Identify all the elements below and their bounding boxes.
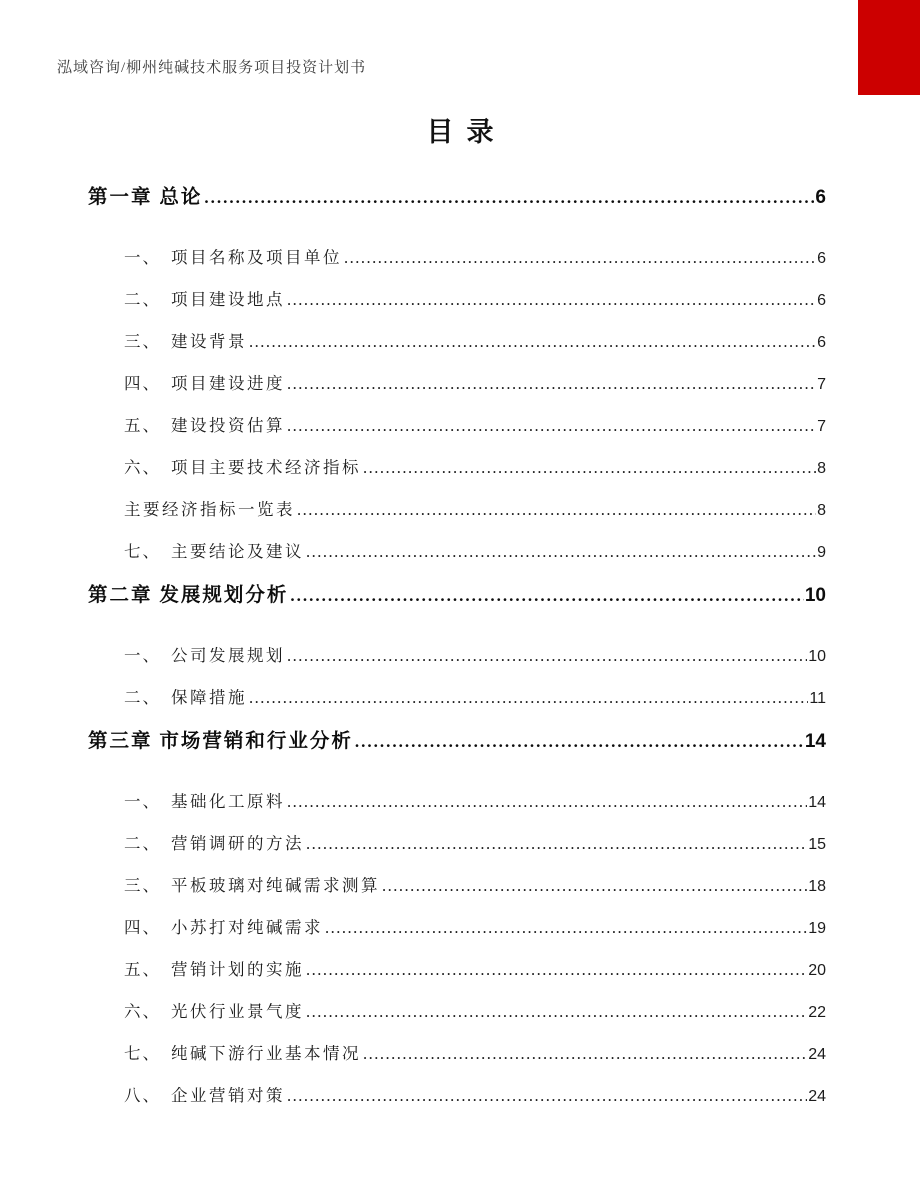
dot-leader <box>287 791 807 813</box>
dot-leader <box>306 833 807 855</box>
item-page-number: 22 <box>808 1004 826 1021</box>
toc-item-row[interactable] <box>0 331 826 354</box>
dot-leader <box>287 1085 807 1107</box>
dot-leader <box>306 1001 807 1023</box>
toc-item-row[interactable] <box>0 457 826 480</box>
item-number: 五、 <box>124 416 161 435</box>
item-page-number: 6 <box>817 292 826 309</box>
item-number: 七、 <box>124 1044 161 1063</box>
item-number: 八、 <box>124 1086 161 1105</box>
toc-item-row[interactable] <box>0 541 826 564</box>
dot-leader <box>287 289 816 311</box>
item-page-number: 9 <box>817 544 826 561</box>
item-number: 一、 <box>124 248 161 267</box>
item-page-number: 24 <box>808 1046 826 1063</box>
item-page-number: 6 <box>817 250 826 267</box>
item-number: 四、 <box>124 918 161 937</box>
item-page-number: 10 <box>808 648 826 665</box>
item-label: 平板玻璃对纯碱需求测算 <box>171 876 380 895</box>
toc-item-row[interactable] <box>0 289 826 312</box>
chapter-label: 第三章 市场营销和行业分析 <box>88 731 353 752</box>
item-number: 三、 <box>124 876 161 895</box>
dot-leader <box>249 331 816 353</box>
item-page-number: 19 <box>808 920 826 937</box>
page-title: 目录 <box>426 117 507 147</box>
toc-item-row[interactable] <box>0 645 826 668</box>
item-page-number: 14 <box>808 794 826 811</box>
toc-item-row[interactable] <box>0 875 826 898</box>
chapter-page-number: 6 <box>815 187 826 208</box>
item-page-number: 8 <box>817 460 826 477</box>
toc-chapter-row[interactable] <box>0 583 826 609</box>
toc-item-row[interactable] <box>0 415 826 438</box>
dot-leader <box>204 185 814 211</box>
toc-chapter-row[interactable] <box>0 185 826 211</box>
item-page-number: 15 <box>808 836 826 853</box>
item-number: 二、 <box>124 290 161 309</box>
item-number: 四、 <box>124 374 161 393</box>
toc-item-row[interactable] <box>0 499 826 522</box>
item-label: 项目建设进度 <box>171 374 285 393</box>
item-page-number: 8 <box>817 502 826 519</box>
dot-leader <box>306 541 816 563</box>
dot-leader <box>287 415 816 437</box>
item-page-number: 7 <box>817 376 826 393</box>
item-label: 建设背景 <box>171 332 247 351</box>
item-number: 二、 <box>124 688 161 707</box>
toc-item-row[interactable] <box>0 1043 826 1066</box>
item-number: 五、 <box>124 960 161 979</box>
dot-leader <box>287 373 816 395</box>
item-label: 项目名称及项目单位 <box>171 248 342 267</box>
dot-leader <box>290 583 803 609</box>
item-page-number: 24 <box>808 1088 826 1105</box>
dot-leader <box>344 247 816 269</box>
item-page-number: 7 <box>817 418 826 435</box>
toc-item-row[interactable] <box>0 959 826 982</box>
item-label: 建设投资估算 <box>171 416 285 435</box>
item-label: 营销调研的方法 <box>171 834 304 853</box>
item-label: 主要结论及建议 <box>171 542 304 561</box>
item-number: 二、 <box>124 834 161 853</box>
item-label: 保障措施 <box>171 688 247 707</box>
toc-item-row[interactable] <box>0 1085 826 1108</box>
chapter-label: 第一章 总论 <box>88 187 203 208</box>
item-label: 公司发展规划 <box>171 646 285 665</box>
item-label: 基础化工原料 <box>171 792 285 811</box>
item-page-number: 6 <box>817 334 826 351</box>
item-label: 企业营销对策 <box>171 1086 285 1105</box>
item-number: 三、 <box>124 332 161 351</box>
toc <box>0 185 920 1127</box>
chapter-page-number: 14 <box>804 731 826 752</box>
item-number: 一、 <box>124 646 161 665</box>
chapter-label: 第二章 发展规划分析 <box>88 585 289 606</box>
item-number: 七、 <box>124 542 161 561</box>
dot-leader <box>355 729 804 755</box>
toc-item-row[interactable] <box>0 687 826 710</box>
item-label: 主要经济指标一览表 <box>124 500 295 519</box>
toc-item-row[interactable] <box>0 373 826 396</box>
dot-leader <box>363 1043 807 1065</box>
red-corner-block <box>858 0 920 95</box>
item-label: 小苏打对纯碱需求 <box>171 918 323 937</box>
item-label: 项目建设地点 <box>171 290 285 309</box>
item-label: 项目主要技术经济指标 <box>171 458 361 477</box>
item-label: 营销计划的实施 <box>171 960 304 979</box>
toc-item-row[interactable] <box>0 791 826 814</box>
item-label: 光伏行业景气度 <box>171 1002 304 1021</box>
dot-leader <box>287 645 807 667</box>
dot-leader <box>363 457 816 479</box>
toc-item-row[interactable] <box>0 833 826 856</box>
dot-leader <box>306 959 807 981</box>
toc-item-row[interactable] <box>0 1001 826 1024</box>
item-page-number: 20 <box>808 962 826 979</box>
toc-item-row[interactable] <box>0 917 826 940</box>
item-label: 纯碱下游行业基本情况 <box>171 1044 361 1063</box>
dot-leader <box>325 917 807 939</box>
document-header: 泓域咨询/柳州纯碱技术服务项目投资计划书 <box>57 60 367 76</box>
toc-chapter-row[interactable] <box>0 729 826 755</box>
item-page-number: 18 <box>808 878 826 895</box>
item-number: 一、 <box>124 792 161 811</box>
item-number: 六、 <box>124 458 161 477</box>
toc-item-row[interactable] <box>0 247 826 270</box>
dot-leader <box>297 499 816 521</box>
chapter-page-number: 10 <box>804 585 826 606</box>
dot-leader <box>382 875 807 897</box>
item-page-number: 11 <box>809 690 826 707</box>
item-number: 六、 <box>124 1002 161 1021</box>
dot-leader <box>249 687 808 709</box>
